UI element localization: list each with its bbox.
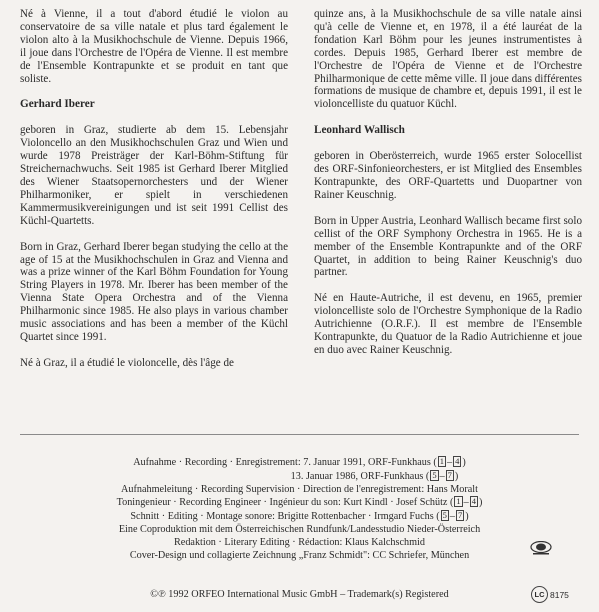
label-code-number: 8175 xyxy=(550,589,569,600)
credit-cover-design: Cover-Design und collagierte Zeichnung „Franz Schmidt": CC Schriefer, München xyxy=(129,549,470,561)
section-divider xyxy=(20,434,579,435)
track-number: 1 xyxy=(456,496,461,507)
orfeo-logo-icon xyxy=(529,541,553,555)
heading-leonhard-wallisch: Leonhard Wallisch xyxy=(314,124,405,137)
track-number: 4 xyxy=(471,496,476,507)
credit-literary-editing: Redaktion · Literary Editing · Rédaction: Klaus Kalchschmid xyxy=(174,536,425,548)
wallisch-bio-fr: Né en Haute-Autriche, il est devenu, en 1965, premier violoncelliste solo de l'Orchestre Symphonique de la Radio Autrichienne (O.R.F.). Il est membre de l'Ensemble Kontrapunkte, du Quatuor de la Radio Autrichienne et joue en duo avec Rainer Keuschnig. xyxy=(314,292,582,356)
wallisch-bio-en: Born in Upper Austria, Leonhard Wallisch became first solo cellist of the ORF Symphony Orchestra in 1965. He is a member of the Ensemble Kontrapunkte and of the ORF Quartet, in addition to being Rainer Keuschnig's duo partner. xyxy=(314,214,582,279)
credit-engineer: Toningenieur · Recording Engineer · Ingénieur du son: Kurt Kindl · Josef Schütz ( 1 – 4 ) xyxy=(116,496,483,509)
recording-credits xyxy=(0,456,599,562)
iberer-bio-en: Born in Graz, Gerhard Iberer began studying the cello at the age of 15 at the Musikhochschulen in Graz and Vienna and was a prize winner of the Karl Böhm Foundation for Young String Players in 1978. Mr. Iberer has been member of the Vienna State Opera Orchestra and of the Vienna Philharmonic since 1985. He also plays in various chamber music associations and has been a member of the Küchl Quartet since 1991. xyxy=(20,240,288,343)
track-number: 5 xyxy=(432,469,437,480)
credit-supervision: Aufnahmeleitung · Recording Supervision · Direction de l'enregistrement: Hans Moralt xyxy=(121,483,478,495)
copyright-footer: ©℗ 1992 ORFEO International Music GmbH – Trademark(s) Registered xyxy=(150,589,449,600)
lc-icon: LC xyxy=(531,586,548,603)
iberer-bio-fr-start: Né à Graz, il a étudié le violoncelle, dès l'âge de xyxy=(20,356,234,369)
credit-recording-2: 13. Januar 1986, ORF-Funkhaus ( 5 – 7 ) xyxy=(290,469,459,482)
track-number: 5 xyxy=(442,510,447,521)
left-column xyxy=(20,8,288,370)
track-number: 1 xyxy=(439,456,445,466)
iberer-bio-fr-continued: quinze ans, à la Musikhochschule de sa ville natale ainsi qu'à celle de Vienne et, en 1978, il a été lauréat de la fondation Karl Böhm pour les jeunes instrumentistes à cordes. Depuis 1985, Gerhard Iberer est membre de l'Orchestre de l'Opéra de Vienne et de l'Orchestre Philharmonique de cette même ville. Il joue dans différentes formations de musique de chambre et, depuis 1991, il est le violoncelliste du quatuor Küchl. xyxy=(314,8,582,111)
heading-gerhard-iberer: Gerhard Iberer xyxy=(20,98,95,111)
intro-fr-paragraph: Né à Vienne, il a tout d'abord étudié le violon au conservatoire de sa ville natale et plus tard également le violon alto à la Musikhochschule de Vienne. Depuis 1966, il joue dans l'Orchestre de l'Opéra de Vienne. Il est membre de l'Ensemble Kontrapunkte et se produit en tant que soliste. xyxy=(20,8,288,85)
track-number: 7 xyxy=(447,469,452,480)
wallisch-bio-de: geboren in Oberösterreich, wurde 1965 erster Solocellist des ORF-Sinfonieorchesters, er ist Mitglied des Ensembles Kontrapunkte, des ORF-Quartetts und Duopartner von Rainer Keuschnig. xyxy=(314,150,582,201)
credit-editing: Schnitt · Editing · Montage sonore: Brigitte Rottenbacher · Irmgard Fuchs ( 5 – 7 ) xyxy=(130,510,469,523)
track-number: 4 xyxy=(455,456,460,466)
track-number: 7 xyxy=(457,510,463,521)
iberer-bio-de: geboren in Graz, studierte ab dem 15. Lebensjahr Violoncello an den Musikhochschulen Graz und Wien und wurde 1978 Preisträger der Karl-Böhm-Stiftung für Streichernachwuchs. Seit 1985 ist Gerhard Iberer Mitglied des Wiener Staatsopernorchesters und der Wiener Philharmoniker, er spielt in verschiedenen Kammermusikvereinigungen und ist seit 1991 Cellist des Küchl-Quartetts. xyxy=(20,124,288,227)
credit-coproduction: Eine Coproduktion mit dem Österreichischen Rundfunk/Landesstudio Nieder-Österreich xyxy=(118,523,481,535)
credit-recording-1: Aufnahme · Recording · Enregistrement: 7. Januar 1991, ORF-Funkhaus ( 1 – 4 ) xyxy=(133,456,466,468)
right-column xyxy=(314,8,582,357)
label-code-badge xyxy=(531,586,569,603)
